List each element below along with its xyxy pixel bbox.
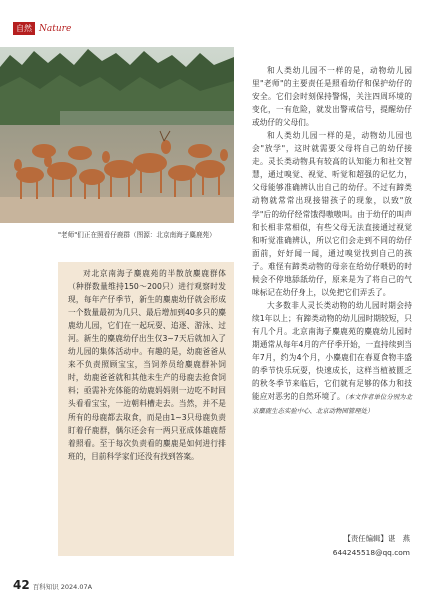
paragraph — [252, 299, 412, 418]
paragraph-text: 大多数非人灵长类动物的幼儿园时期会持续1年以上；有蹄类动物的幼儿园时期较短，只有几个月。北京南海子麋鹿苑的麋鹿幼儿园时期通常从每年4月的产仔季开始，一直持续到当年7月，约为4个月，小麋鹿们在春夏食物丰盛的季节快乐玩耍，快速成长，这样当植被匮乏的秋冬季节来临后，它们就有足够的体力和技能应对恶劣的自然环境了。 — [252, 300, 412, 402]
editor-credit — [333, 532, 410, 560]
journal-name: 百科知识 2024.07A — [32, 583, 93, 591]
paragraph: 和人类幼儿园一样的是，动物幼儿园也会"放学"，这时就需要父母将自己的幼仔接走。灵长类动物具有较高的认知能力和社交智慧，通过嗅觉、视觉、听觉和超强的记忆力，父母能够准确辨认出自己的幼仔。不过有蹄类动物就常常出现接错孩子的现象，以致"放学"后的幼仔经常饿得嗷嗷叫。由于幼仔的叫声和长相非常相似，有些父母无法直接通过视觉和听觉准确辨认，所以它们会走到不同的幼仔面前，好好闻一闻，通过嗅觉找到自己的孩子。难怪有蹄类动物的母亲在给幼仔喂奶的时候会不停地舔舐幼仔，原来是为了将自己的气味标记在幼仔身上，以免把它们弄丢了。 — [252, 131, 412, 297]
photo-caption: "老师"们正在照看仔鹿群（图源：北京南海子麋鹿苑） — [58, 231, 216, 239]
paragraph: 和人类幼儿园不一样的是，动物幼儿园里"老师"的主要责任是照看幼仔和保护幼仔的安全。它们会时刻保持警惕，关注四周环境的变化，一有危险，就发出警戒信号，提醒幼仔或幼仔的父母们。 — [252, 66, 412, 128]
sidebar-box-text: 对北京南海子麋鹿苑的半散放麋鹿群体（种群数量维持150～200只）进行观察时发现，每年产仔季节，新生的麋鹿幼仔就会形成一个数量最初为几只、最后增加到40多只的麋鹿幼儿园，它们在一起玩耍、追逐、游泳、过河。新生的麋鹿幼仔出生仅3~7天后就加入了幼儿园的集体活动中。有趣的是，幼鹿爸爸从来不负责照顾宝宝，当饲养员给麋鹿群补饲时，幼鹿爸爸就和其他未生产的母鹿去抢食饲料；亟需补充体能的幼鹿妈妈则一边吃不时回头看看宝宝，一边朝料槽走去。当然，并不是所有的母鹿都去取食，而是由1~3只母鹿负责盯着仔鹿群，偶尔还会有一两只亚成体雄鹿帮着照看。至于每次负责看的麋鹿是如何进行排班的，目前科学家们还没有找到答案。 — [68, 269, 226, 461]
section-header — [13, 22, 71, 35]
page-number: 42 — [13, 578, 30, 592]
article-body — [252, 64, 412, 418]
editor-label: 【责任编辑】谌 燕 — [343, 534, 410, 543]
category-english: Nature — [39, 23, 72, 34]
editor-email: 644245518@qq.com — [332, 548, 410, 557]
category-badge: 自然 — [13, 22, 35, 35]
author-note: （本文作者单位分别为北京麋鹿生态实验中心、北京动物园管理处） — [252, 393, 412, 416]
deer-herd-photo — [0, 47, 234, 223]
page-footer — [13, 578, 92, 592]
